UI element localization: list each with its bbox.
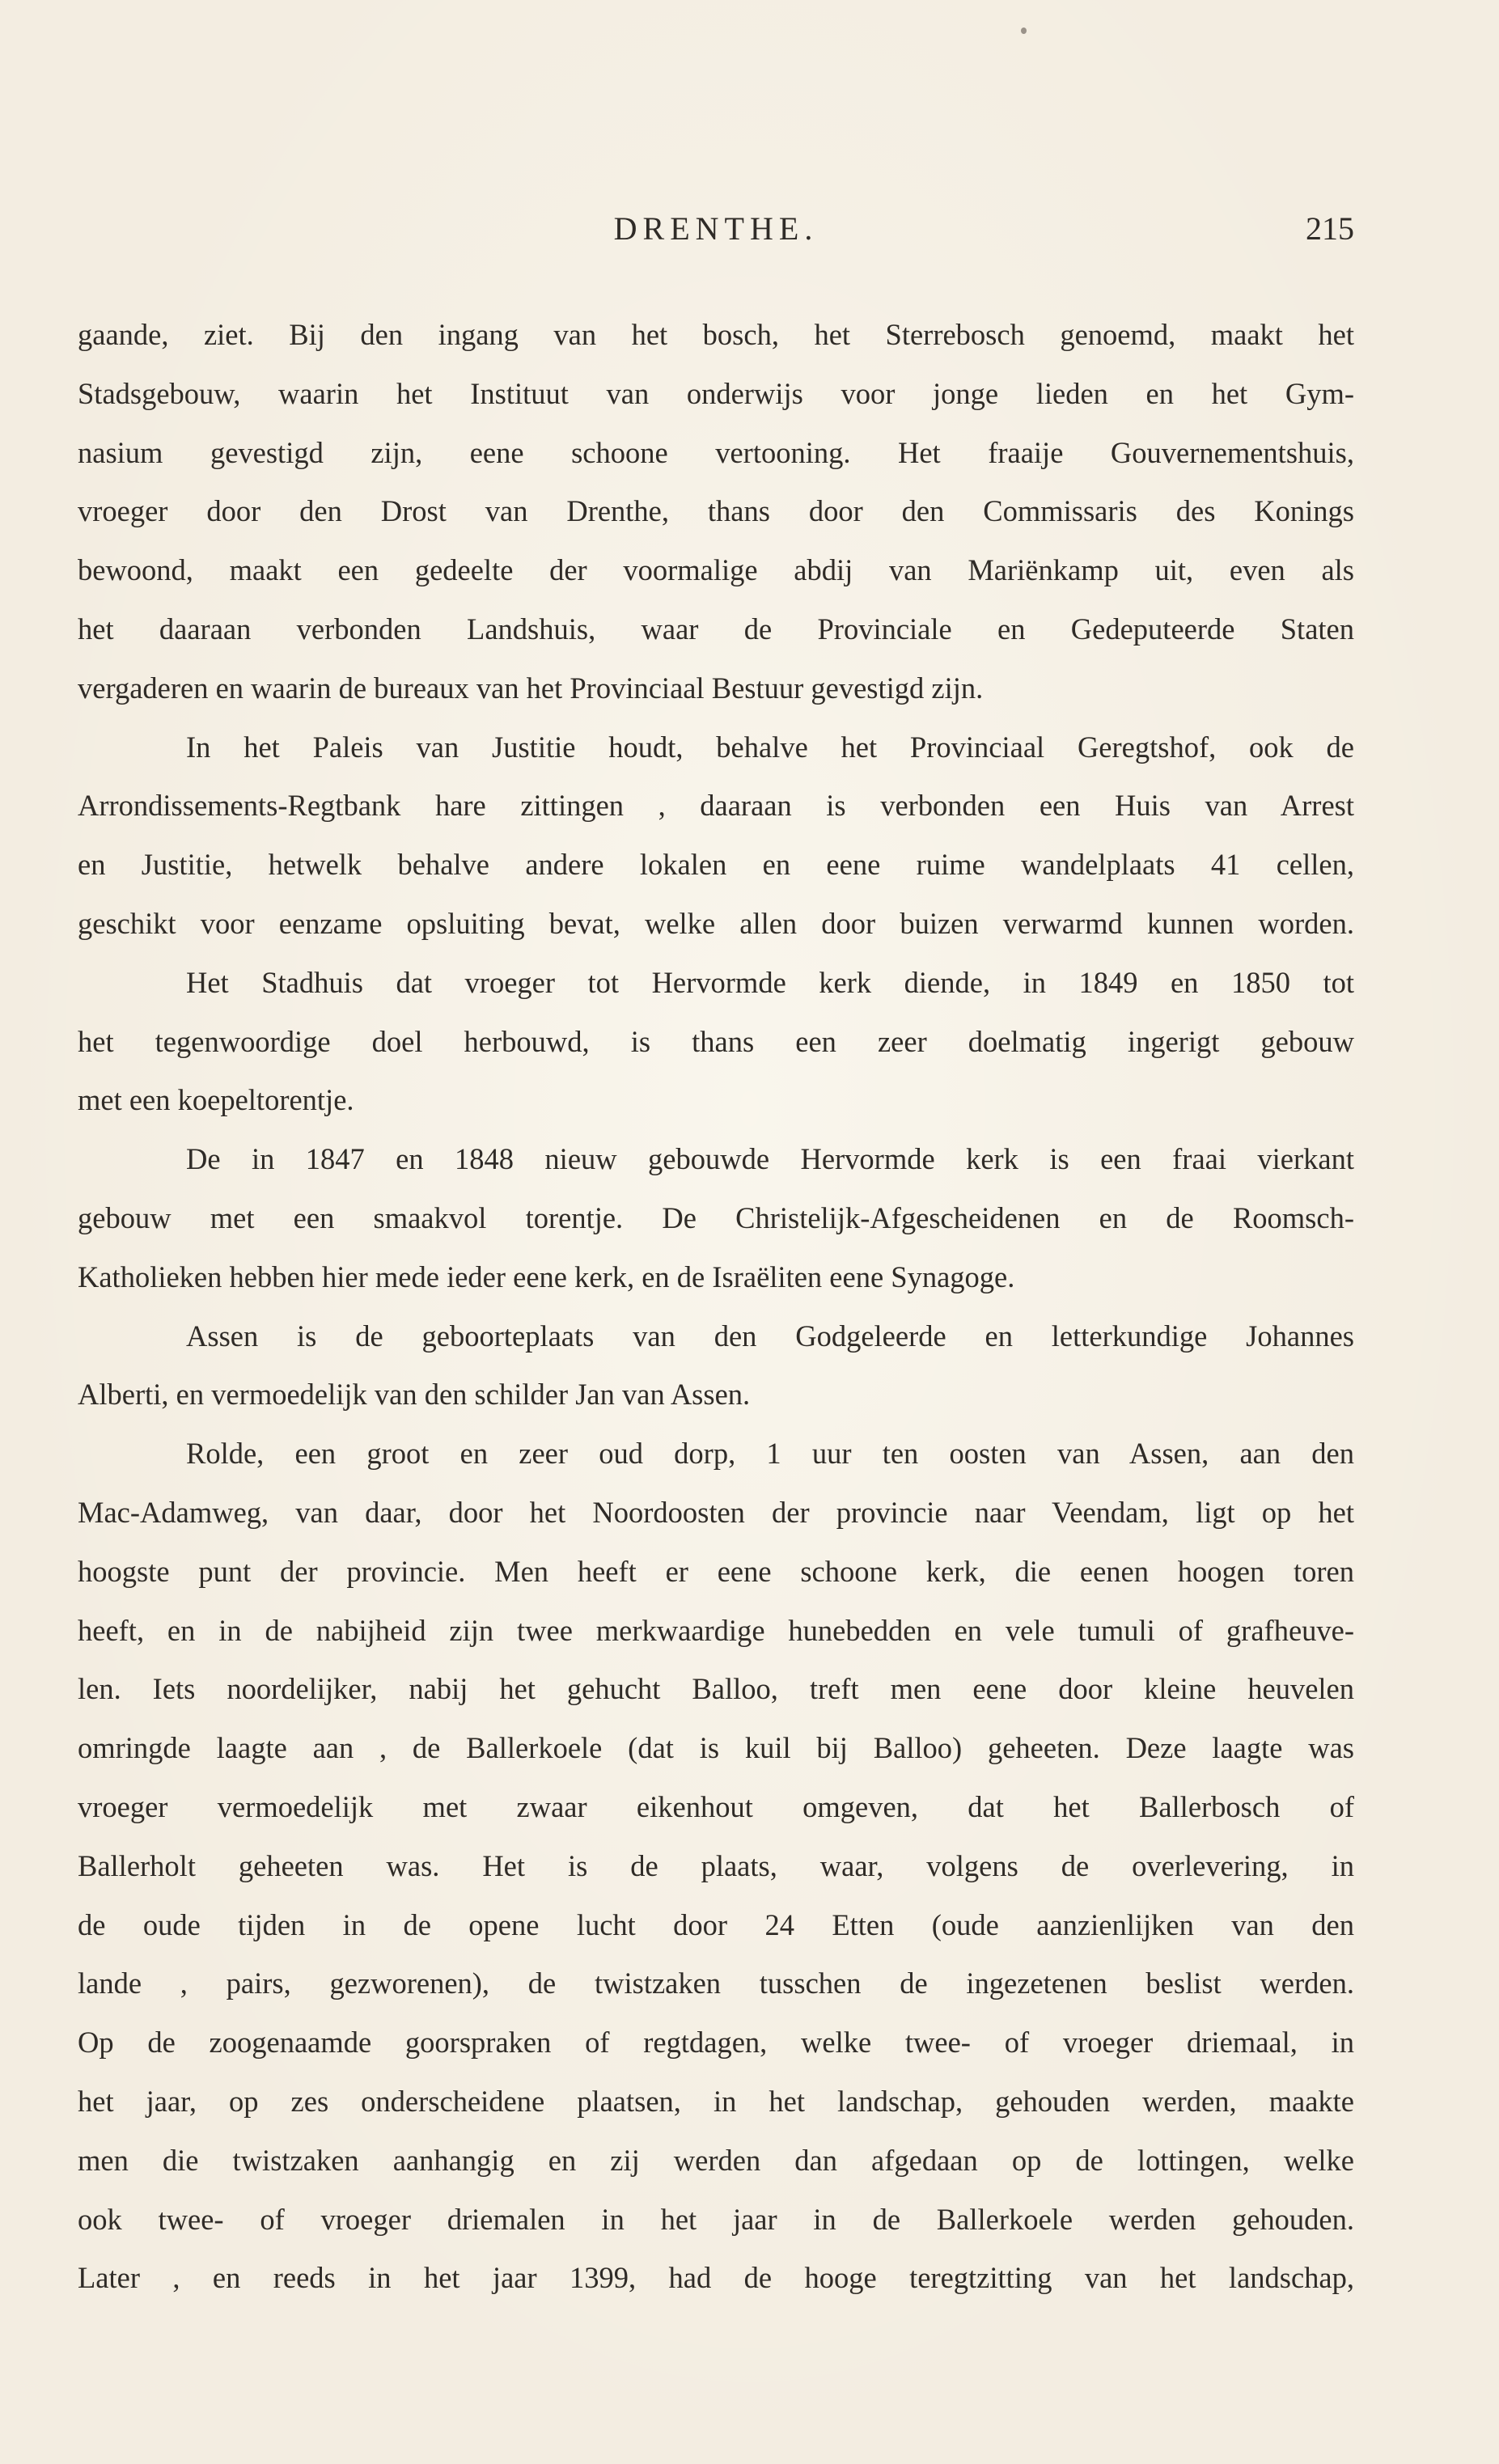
text-line: geschikt voor eenzame opsluiting bevat, welke allen door buizen verwarmd kunnen worden. bbox=[78, 906, 1354, 940]
text-line: bewoond, maakt een gedeelte der voormalige abdij van Mariënkamp uit, even als bbox=[78, 553, 1354, 587]
text-line: Katholieken hebben hier mede ieder eene kerk, en de Israëliten eene Synagoge. bbox=[78, 1260, 1015, 1293]
text-line: De in 1847 en 1848 nieuw gebouwde Hervormde kerk is een fraai vierkant bbox=[186, 1142, 1354, 1176]
running-head bbox=[78, 209, 1354, 249]
text-line: Mac-Adamweg, van daar, door het Noordoosten der provincie naar Veendam, ligt op het bbox=[78, 1495, 1354, 1529]
page-number: 215 bbox=[1306, 210, 1354, 247]
text-line: de oude tijden in de opene lucht door 24 Etten (oude aanzienlijken van den bbox=[78, 1907, 1354, 1941]
text-line: het daaraan verbonden Landshuis, waar de Provinciale en Gedeputeerde Staten bbox=[78, 612, 1354, 646]
text-line: gebouw met een smaakvol torentje. De Christelijk-Afgescheidenen en de Roomsch- bbox=[78, 1200, 1354, 1234]
text-line: nasium gevestigd zijn, eene schoone vertooning. Het fraaije Gouvernementshuis, bbox=[78, 435, 1354, 469]
page-title: DRENTHE. bbox=[613, 210, 819, 247]
text-line: en Justitie, hetwelk behalve andere lokalen en eene ruime wandelplaats 41 cellen, bbox=[78, 848, 1354, 882]
text-line: Op de zoogenaamde goorspraken of regtdagen, welke twee- of vroeger driemaal, in bbox=[78, 2026, 1354, 2060]
text-line: met een koepeltorentje. bbox=[78, 1083, 354, 1117]
text-line: Rolde, een groot en zeer oud dorp, 1 uur ten oosten van Assen, aan den bbox=[186, 1437, 1354, 1471]
paper-speck bbox=[1021, 28, 1027, 34]
text-line: het jaar, op zes onderscheidene plaatsen, in het landschap, gehouden werden, maakte bbox=[78, 2084, 1354, 2118]
text-line: heeft, en in de nabijheid zijn twee merkwaardige hunebedden en vele tumuli of grafheuve- bbox=[78, 1613, 1354, 1647]
text-line: omringde laagte aan , de Ballerkoele (dat is kuil bij Balloo) geheeten. Deze laagte was bbox=[78, 1731, 1354, 1765]
text-line: In het Paleis van Justitie houdt, behalve het Provinciaal Geregtshof, ook de bbox=[186, 730, 1354, 764]
text-line: hoogste punt der provincie. Men heeft er eene schoone kerk, die eenen hoogen toren bbox=[78, 1554, 1354, 1588]
body-text bbox=[78, 306, 1354, 2308]
text-line: Ballerholt geheeten was. Het is de plaats, waar, volgens de overlevering, in bbox=[78, 1848, 1354, 1882]
text-line: len. Iets noordelijker, nabij het gehucht Balloo, treft men eene door kleine heuvelen bbox=[78, 1672, 1354, 1706]
text-line: vroeger door den Drost van Drenthe, thans door den Commissaris des Konings bbox=[78, 494, 1354, 528]
text-line: men die twistzaken aanhangig en zij werden dan afgedaan op de lottingen, welke bbox=[78, 2143, 1354, 2177]
text-line: Het Stadhuis dat vroeger tot Hervormde kerk diende, in 1849 en 1850 tot bbox=[186, 965, 1354, 999]
text-line: gaande, ziet. Bij den ingang van het bosch, het Sterrebosch genoemd, maakt het bbox=[78, 318, 1354, 351]
text-line: Later , en reeds in het jaar 1399, had de hooge teregtzitting van het landschap, bbox=[78, 2261, 1354, 2295]
text-line: lande , pairs, gezworenen), de twistzaken tusschen de ingezetenen beslist werden. bbox=[78, 1967, 1354, 2000]
text-line: ook twee- of vroeger driemalen in het jaar in de Ballerkoele werden gehouden. bbox=[78, 2202, 1354, 2236]
text-line: Stadsgebouw, waarin het Instituut van onderwijs voor jonge lieden en het Gym- bbox=[78, 376, 1354, 410]
text-line: vroeger vermoedelijk met zwaar eikenhout omgeven, dat het Ballerbosch of bbox=[78, 1789, 1354, 1823]
text-line: het tegenwoordige doel herbouwd, is thans een zeer doelmatig ingerigt gebouw bbox=[78, 1024, 1354, 1058]
text-line: Arrondissements-Regtbank hare zittingen , daaraan is verbonden een Huis van Arrest bbox=[78, 789, 1354, 823]
text-line: Alberti, en vermoedelijk van den schilder Jan van Assen. bbox=[78, 1378, 751, 1412]
text-line: Assen is de geboorteplaats van den Godgeleerde en letterkundige Johannes bbox=[186, 1319, 1354, 1353]
text-line: vergaderen en waarin de bureaux van het Provinciaal Bestuur gevestigd zijn. bbox=[78, 671, 984, 705]
